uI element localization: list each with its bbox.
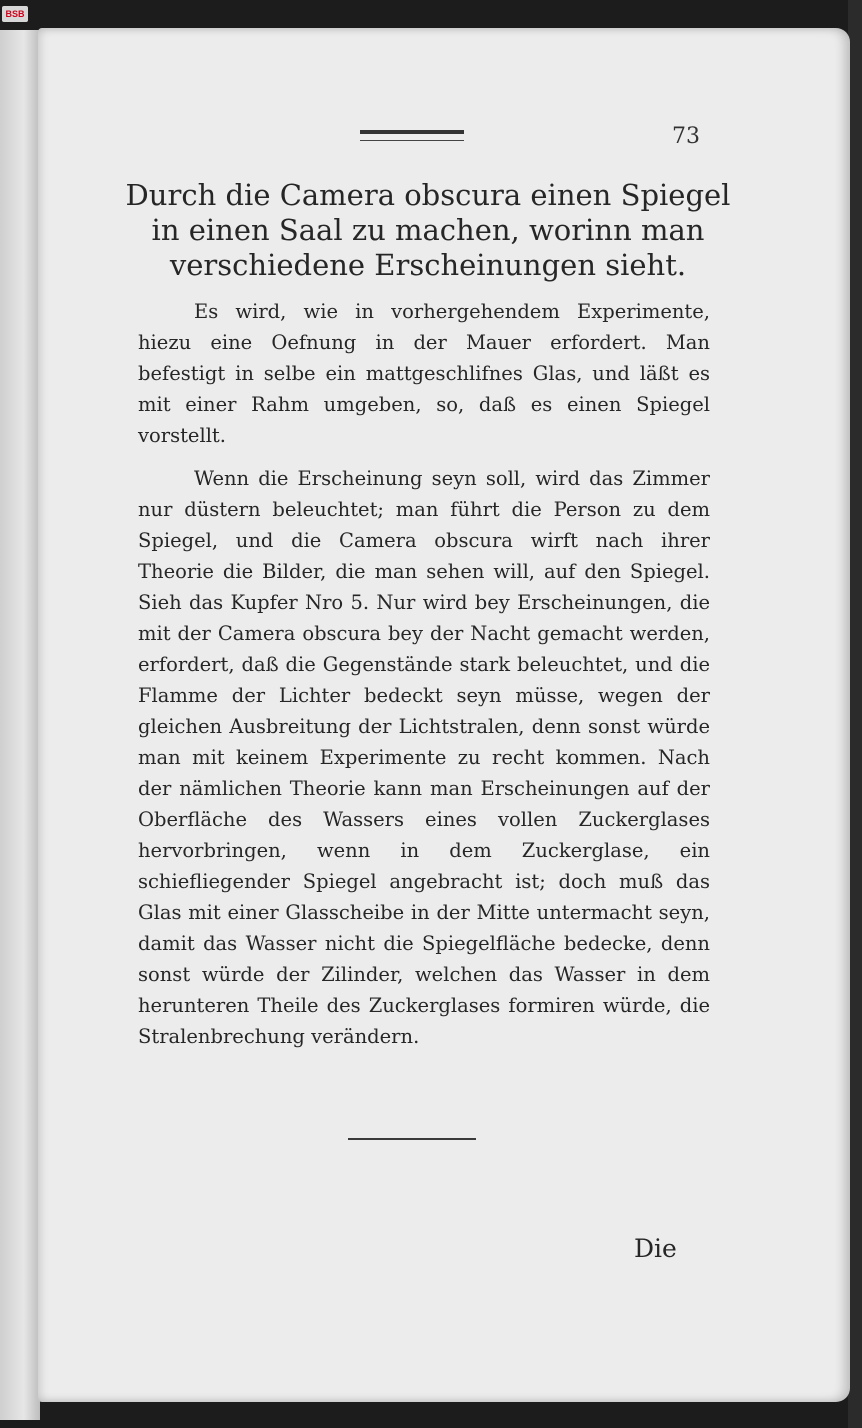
binding-shadow: [848, 0, 862, 1428]
catchword: Die: [634, 1234, 677, 1263]
paragraph-1: Es wird, wie in vorhergehendem Experimente, hiezu eine Oefnung in der Mauer erfordert. Man befestigt in selbe ein mattgeschlifnes Glas, und läßt es mit einer Rahm umgeben, so, daß es einen Spiegel vorstellt.: [138, 300, 710, 447]
section-heading: Durch die Camera obscura einen Spiegel in einen Saal zu machen, worinn man verschiedene Erscheinungen sieht.: [125, 178, 731, 282]
paragraph-2: Wenn die Erscheinung seyn soll, wird das Zimmer nur düstern beleuchtet; man führt die Person zu dem Spiegel, und die Camera obscura wirft nach ihrer Theorie die Bilder, die man sehen will, auf den Spiegel. Sieh das Kupfer Nro 5. Nur wird bey Erscheinungen, die mit der Camera obscura bey der Nacht gemacht werden, erfordert, daß die Gegenstände stark beleuchtet, und die Flamme der Lichter bedeckt seyn müsse, wegen der gleichen Ausbreitung der Lichtstralen, denn sonst würde man mit keinem Experimente zu recht kommen. Nach der nämlichen Theorie kann man Erscheinungen auf der Oberfläche des Wassers eines vollen Zuckerglases hervorbringen, wenn in dem Zuckerglase, ein schiefliegender Spiegel angebracht ist; doch muß das Glas mit einer Glasscheibe in der Mitte untermacht seyn, damit das Wasser nicht die Spiegelfläche bedecke, denn sonst würde der Zilinder, welchen das Wasser in dem herunteren Theile des Zuckerglases formiren würde, die Stralenbrechung verändern.: [138, 467, 710, 1048]
library-stamp: BSB: [2, 6, 28, 22]
page-number: 73: [672, 124, 700, 149]
previous-page-edge: [0, 30, 40, 1420]
section-end-rule: [348, 1138, 476, 1140]
body-text: [138, 296, 710, 1064]
header-rule: [360, 130, 464, 141]
